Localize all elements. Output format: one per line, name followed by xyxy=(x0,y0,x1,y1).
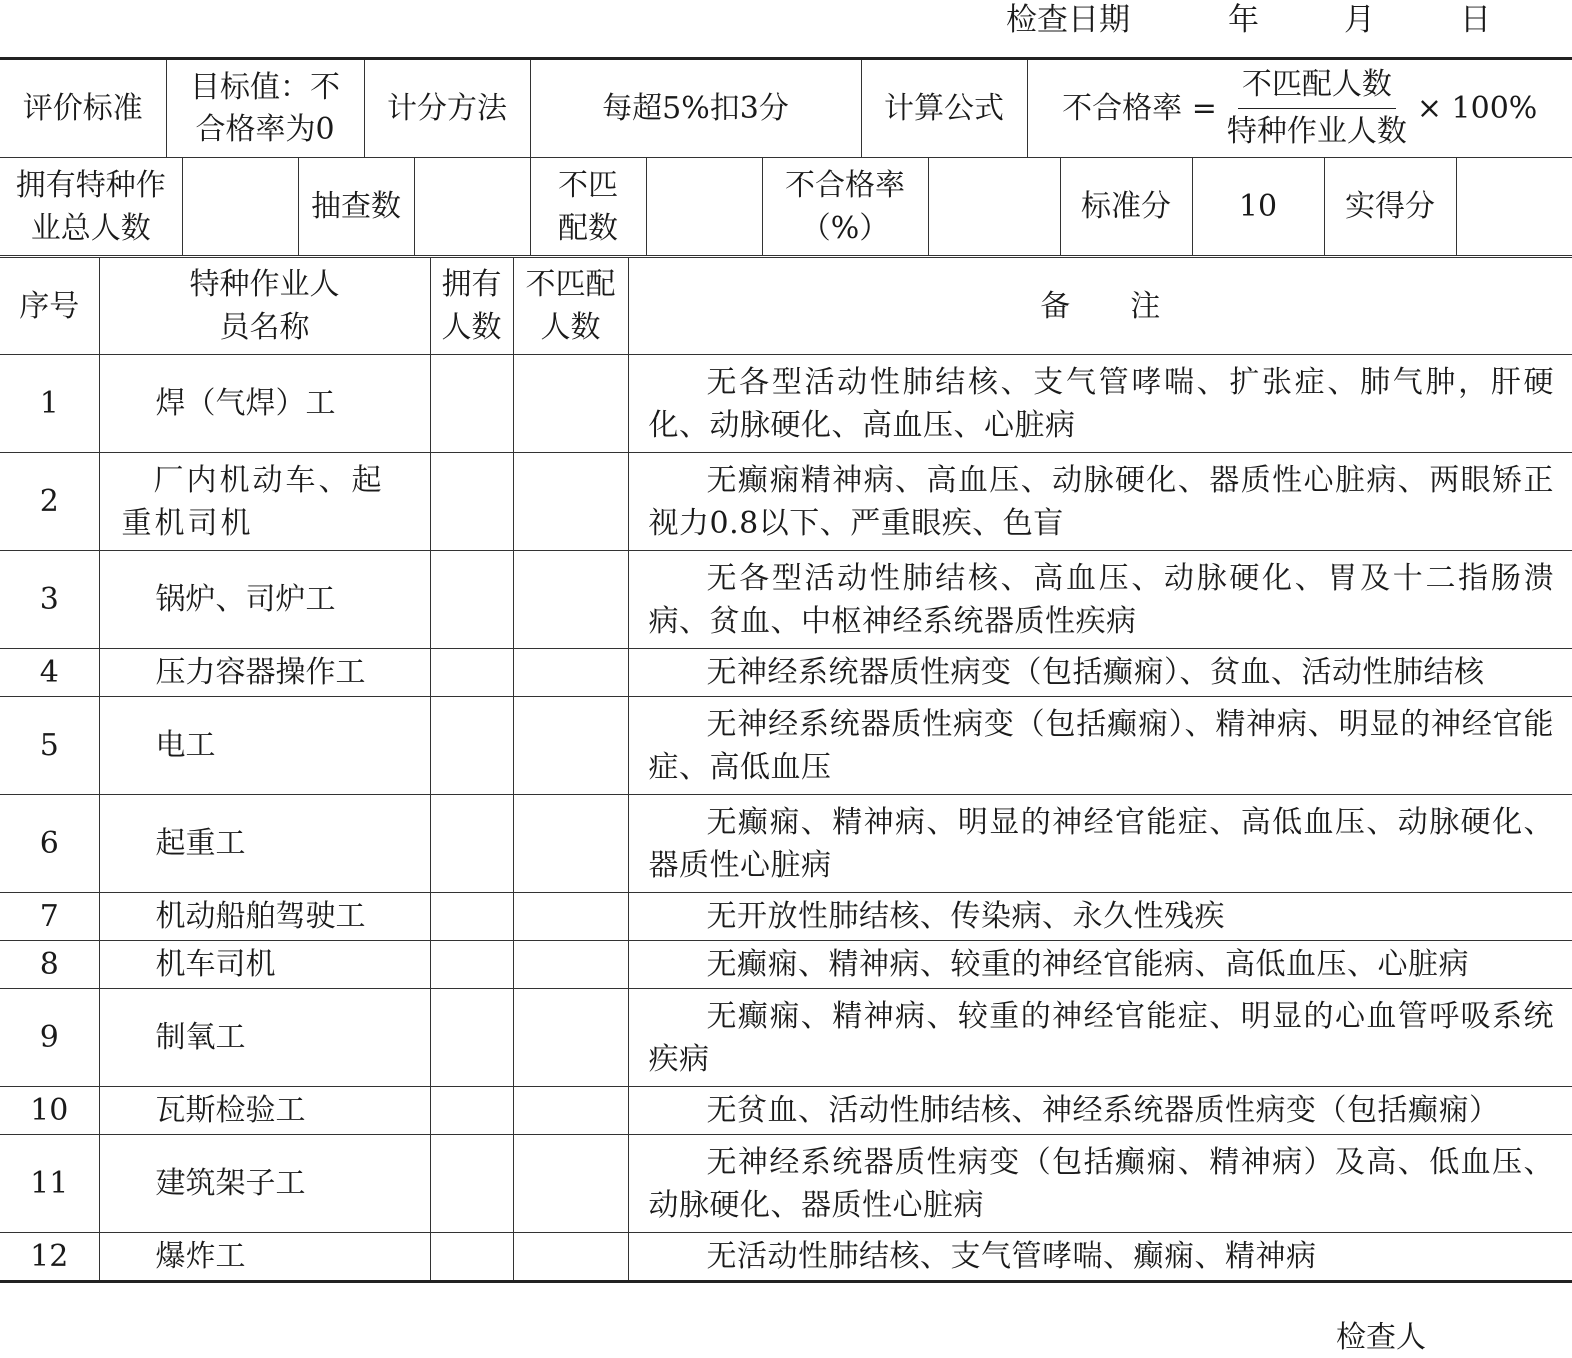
formula-multiplier: × 100% xyxy=(1416,91,1538,126)
row-mismatch-count[interactable] xyxy=(513,453,628,551)
target-value: 目标值：不合格率为0 xyxy=(166,59,364,158)
row-have-count[interactable] xyxy=(430,355,513,453)
standard-score-value: 10 xyxy=(1192,158,1324,256)
table-row xyxy=(0,989,1572,1087)
row-index: 10 xyxy=(0,1087,99,1135)
criteria-row xyxy=(0,59,1572,158)
table-row xyxy=(0,649,1572,697)
actual-score-label: 实得分 xyxy=(1324,158,1456,256)
row-have-count[interactable] xyxy=(430,649,513,697)
header-notes: 备 注 xyxy=(628,258,1572,355)
year-label: 年 xyxy=(1228,2,1259,38)
row-note: 无癫痫、精神病、明显的神经官能症、高低血压、动脉硬化、器质性心脏病 xyxy=(628,795,1572,893)
row-mismatch-count[interactable] xyxy=(513,1087,628,1135)
row-have-count[interactable] xyxy=(430,941,513,989)
eval-standard-label: 评价标准 xyxy=(0,59,166,158)
total-count-value[interactable] xyxy=(182,158,298,256)
table-row xyxy=(0,697,1572,795)
row-note: 无神经系统器质性病变（包括癫痫、精神病）及高、低血压、动脉硬化、器质性心脏病 xyxy=(628,1135,1572,1233)
formula xyxy=(1027,59,1572,158)
row-mismatch-count[interactable] xyxy=(513,551,628,649)
formula-lhs: 不合格率 = xyxy=(1062,91,1217,126)
table-header-row xyxy=(0,258,1572,355)
row-mismatch-count[interactable] xyxy=(513,941,628,989)
row-name: 建筑架子工 xyxy=(99,1135,430,1233)
mismatch-count-label: 不匹配数 xyxy=(530,158,646,256)
header-name: 特种作业人员名称 xyxy=(99,258,430,355)
row-name: 爆炸工 xyxy=(99,1233,430,1282)
row-name: 压力容器操作工 xyxy=(99,649,430,697)
table-row xyxy=(0,1135,1572,1233)
row-name: 电工 xyxy=(99,697,430,795)
table-row xyxy=(0,1087,1572,1135)
row-index: 6 xyxy=(0,795,99,893)
fail-rate-value[interactable] xyxy=(928,158,1060,256)
row-index: 3 xyxy=(0,551,99,649)
special-operations-table xyxy=(0,257,1572,1283)
row-name: 锅炉、司炉工 xyxy=(99,551,430,649)
inspector-label: 检查人 xyxy=(1336,1320,1426,1355)
row-mismatch-count[interactable] xyxy=(513,697,628,795)
row-index: 4 xyxy=(0,649,99,697)
formula-denominator: 特种作业人数 xyxy=(1226,114,1407,149)
row-index: 9 xyxy=(0,989,99,1087)
row-note: 无癫痫、精神病、较重的神经官能病、高低血压、心脏病 xyxy=(628,941,1572,989)
actual-score-value[interactable] xyxy=(1456,158,1572,256)
inspection-date-line xyxy=(1000,0,1560,44)
row-have-count[interactable] xyxy=(430,989,513,1087)
row-note: 无各型活动性肺结核、支气管哮喘、扩张症、肺气肿，肝硬化、动脉硬化、高血压、心脏病 xyxy=(628,355,1572,453)
table-row xyxy=(0,1233,1572,1282)
summary-row xyxy=(0,158,1572,256)
row-note: 无贫血、活动性肺结核、神经系统器质性病变（包括癫痫） xyxy=(628,1087,1572,1135)
row-index: 2 xyxy=(0,453,99,551)
row-have-count[interactable] xyxy=(430,453,513,551)
row-note: 无癫痫、精神病、较重的神经官能症、明显的心血管呼吸系统疾病 xyxy=(628,989,1572,1087)
row-index: 11 xyxy=(0,1135,99,1233)
row-index: 1 xyxy=(0,355,99,453)
summary-table xyxy=(0,157,1572,256)
row-mismatch-count[interactable] xyxy=(513,1135,628,1233)
row-note: 无神经系统器质性病变（包括癫痫）、精神病、明显的神经官能症、高低血压 xyxy=(628,697,1572,795)
month-label: 月 xyxy=(1344,2,1375,38)
row-mismatch-count[interactable] xyxy=(513,893,628,941)
mismatch-count-value[interactable] xyxy=(646,158,762,256)
row-note: 无神经系统器质性病变（包括癫痫）、贫血、活动性肺结核 xyxy=(628,649,1572,697)
header-have: 拥有人数 xyxy=(430,258,513,355)
fail-rate-label: 不合格率（%） xyxy=(762,158,928,256)
scoring-method: 每超5%扣3分 xyxy=(530,59,861,158)
header-mismatch: 不匹配人数 xyxy=(513,258,628,355)
row-mismatch-count[interactable] xyxy=(513,989,628,1087)
date-label: 检查日期 xyxy=(1006,2,1130,38)
formula-numerator: 不匹配人数 xyxy=(1238,62,1396,109)
total-count-label: 拥有特种作业总人数 xyxy=(0,158,182,256)
sample-count-label: 抽查数 xyxy=(298,158,414,256)
table-row xyxy=(0,893,1572,941)
row-index: 8 xyxy=(0,941,99,989)
row-have-count[interactable] xyxy=(430,697,513,795)
sample-count-value[interactable] xyxy=(414,158,530,256)
row-note: 无活动性肺结核、支气管哮喘、癫痫、精神病 xyxy=(628,1233,1572,1282)
row-index: 5 xyxy=(0,697,99,795)
row-name: 机动船舶驾驶工 xyxy=(99,893,430,941)
row-mismatch-count[interactable] xyxy=(513,355,628,453)
row-name: 机车司机 xyxy=(99,941,430,989)
standard-score-label: 标准分 xyxy=(1060,158,1192,256)
table-row xyxy=(0,453,1572,551)
row-name: 制氧工 xyxy=(99,989,430,1087)
header-index: 序号 xyxy=(0,258,99,355)
criteria-table xyxy=(0,57,1572,158)
day-label: 日 xyxy=(1460,2,1491,38)
formula-fraction xyxy=(1223,62,1411,155)
row-index: 12 xyxy=(0,1233,99,1282)
row-mismatch-count[interactable] xyxy=(513,649,628,697)
row-note: 无癫痫精神病、高血压、动脉硬化、器质性心脏病、两眼矫正视力0.8以下、严重眼疾、色盲 xyxy=(628,453,1572,551)
row-have-count[interactable] xyxy=(430,1233,513,1282)
table-row xyxy=(0,355,1572,453)
table-row xyxy=(0,795,1572,893)
row-name: 厂内机动车、起重机司机 xyxy=(99,453,430,551)
row-mismatch-count[interactable] xyxy=(513,795,628,893)
row-name: 焊（气焊）工 xyxy=(99,355,430,453)
formula-label: 计算公式 xyxy=(861,59,1027,158)
table-row xyxy=(0,941,1572,989)
row-have-count[interactable] xyxy=(430,795,513,893)
row-index: 7 xyxy=(0,893,99,941)
row-note: 无各型活动性肺结核、高血压、动脉硬化、胃及十二指肠溃病、贫血、中枢神经系统器质性疾病 xyxy=(628,551,1572,649)
row-mismatch-count[interactable] xyxy=(513,1233,628,1282)
row-have-count[interactable] xyxy=(430,551,513,649)
row-have-count[interactable] xyxy=(430,1087,513,1135)
scoring-method-label: 计分方法 xyxy=(364,59,530,158)
row-name: 起重工 xyxy=(99,795,430,893)
row-have-count[interactable] xyxy=(430,1135,513,1233)
row-name: 瓦斯检验工 xyxy=(99,1087,430,1135)
table-row xyxy=(0,551,1572,649)
row-have-count[interactable] xyxy=(430,893,513,941)
row-note: 无开放性肺结核、传染病、永久性残疾 xyxy=(628,893,1572,941)
